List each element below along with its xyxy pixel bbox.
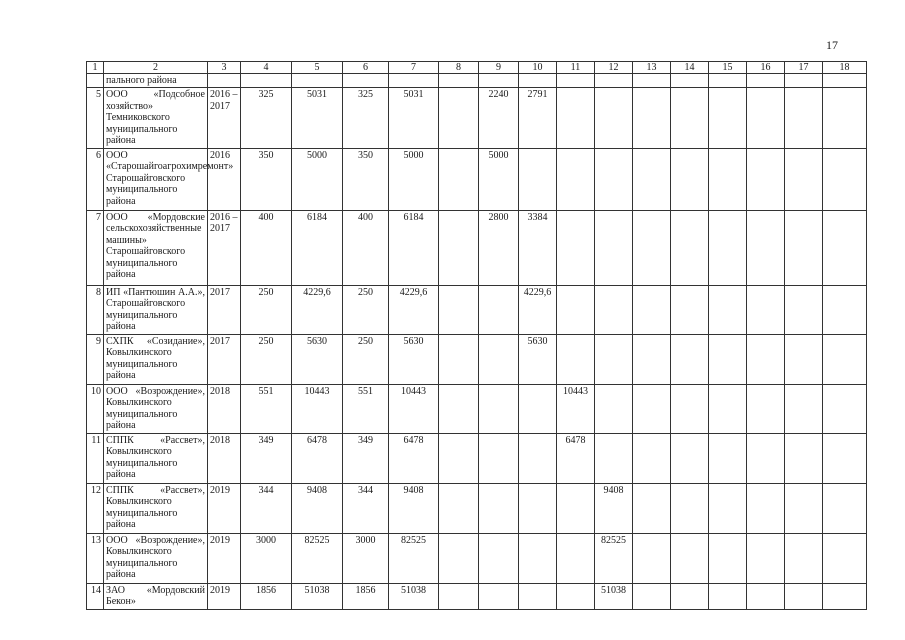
header-cell-4: 4 — [241, 62, 292, 74]
value-cell — [557, 483, 595, 533]
continuation-cell — [557, 74, 595, 88]
value-cell: 6478 — [292, 433, 343, 483]
header-row — [87, 62, 867, 74]
value-cell: 82525 — [389, 533, 439, 583]
continuation-cell — [389, 74, 439, 88]
continuation-cell — [87, 74, 104, 88]
value-cell — [633, 88, 671, 149]
value-cell — [671, 384, 709, 433]
value-cell: 4229,6 — [389, 285, 439, 334]
continuation-cell — [785, 74, 823, 88]
continuation-cell — [208, 74, 241, 88]
header-cell-13: 13 — [633, 62, 671, 74]
year-cell: 2018 — [208, 433, 241, 483]
value-cell — [823, 210, 867, 285]
header-cell-9: 9 — [479, 62, 519, 74]
value-cell — [785, 148, 823, 210]
value-cell — [671, 533, 709, 583]
header-cell-16: 16 — [747, 62, 785, 74]
table-row — [87, 433, 867, 483]
continuation-cell — [479, 74, 519, 88]
value-cell: 400 — [241, 210, 292, 285]
value-cell — [479, 533, 519, 583]
value-cell: 82525 — [292, 533, 343, 583]
value-cell: 349 — [241, 433, 292, 483]
data-table — [86, 61, 867, 610]
enterprise-name: ООО «Мордовские сельскохозяйственные машины» Старошайговского муниципального района — [104, 210, 208, 285]
value-cell — [595, 384, 633, 433]
value-cell — [519, 433, 557, 483]
value-cell — [633, 334, 671, 384]
value-cell — [595, 334, 633, 384]
value-cell: 51038 — [292, 583, 343, 609]
value-cell: 5000 — [292, 148, 343, 210]
value-cell: 6184 — [389, 210, 439, 285]
value-cell: 9408 — [389, 483, 439, 533]
value-cell: 250 — [241, 285, 292, 334]
value-cell: 551 — [241, 384, 292, 433]
value-cell — [439, 334, 479, 384]
value-cell: 10443 — [292, 384, 343, 433]
value-cell: 10443 — [557, 384, 595, 433]
value-cell — [633, 583, 671, 609]
value-cell — [633, 285, 671, 334]
value-cell — [479, 433, 519, 483]
value-cell: 344 — [343, 483, 389, 533]
value-cell — [595, 433, 633, 483]
value-cell: 1856 — [343, 583, 389, 609]
value-cell — [479, 483, 519, 533]
continuation-cell — [747, 74, 785, 88]
enterprise-name: ООО «Возрождение», Ковылкинского муниципального района — [104, 533, 208, 583]
value-cell — [439, 533, 479, 583]
header-cell-18: 18 — [823, 62, 867, 74]
value-cell — [439, 483, 479, 533]
value-cell: 4229,6 — [519, 285, 557, 334]
value-cell: 5630 — [292, 334, 343, 384]
value-cell — [747, 384, 785, 433]
value-cell — [595, 285, 633, 334]
value-cell — [633, 384, 671, 433]
year-cell: 2016 – 2017 — [208, 210, 241, 285]
value-cell — [785, 583, 823, 609]
value-cell: 5630 — [389, 334, 439, 384]
value-cell — [747, 210, 785, 285]
header-cell-2: 2 — [104, 62, 208, 74]
value-cell — [671, 148, 709, 210]
value-cell — [709, 88, 747, 149]
value-cell: 9408 — [292, 483, 343, 533]
value-cell — [595, 210, 633, 285]
value-cell: 5630 — [519, 334, 557, 384]
value-cell — [633, 148, 671, 210]
value-cell — [439, 148, 479, 210]
value-cell — [479, 334, 519, 384]
value-cell: 5000 — [389, 148, 439, 210]
value-cell — [785, 483, 823, 533]
value-cell — [519, 483, 557, 533]
header-cell-14: 14 — [671, 62, 709, 74]
value-cell: 250 — [343, 285, 389, 334]
table-row — [87, 483, 867, 533]
value-cell — [439, 583, 479, 609]
value-cell: 325 — [241, 88, 292, 149]
header-cell-15: 15 — [709, 62, 747, 74]
value-cell — [479, 285, 519, 334]
header-cell-3: 3 — [208, 62, 241, 74]
value-cell: 6478 — [389, 433, 439, 483]
value-cell — [439, 285, 479, 334]
value-cell: 10443 — [389, 384, 439, 433]
continuation-row — [87, 74, 867, 88]
value-cell — [785, 433, 823, 483]
value-cell — [633, 483, 671, 533]
value-cell: 6478 — [557, 433, 595, 483]
value-cell — [595, 88, 633, 149]
value-cell — [671, 210, 709, 285]
header-cell-8: 8 — [439, 62, 479, 74]
value-cell — [633, 433, 671, 483]
value-cell: 51038 — [389, 583, 439, 609]
value-cell — [671, 583, 709, 609]
continuation-cell: пального района — [104, 74, 208, 88]
table-row — [87, 533, 867, 583]
value-cell — [823, 285, 867, 334]
year-cell: 2019 — [208, 483, 241, 533]
value-cell: 325 — [343, 88, 389, 149]
enterprise-name: ЗАО «Мордовский Бекон» — [104, 583, 208, 609]
enterprise-name: ИП «Пантюшин А.А.», Старошайговского муниципального района — [104, 285, 208, 334]
value-cell: 5031 — [389, 88, 439, 149]
value-cell — [671, 285, 709, 334]
value-cell — [823, 334, 867, 384]
table-row — [87, 148, 867, 210]
row-number: 9 — [87, 334, 104, 384]
value-cell — [823, 384, 867, 433]
year-cell: 2016 – 2017 — [208, 88, 241, 149]
table-row — [87, 210, 867, 285]
value-cell: 350 — [343, 148, 389, 210]
value-cell — [823, 483, 867, 533]
year-cell: 2019 — [208, 583, 241, 609]
value-cell: 3384 — [519, 210, 557, 285]
continuation-cell — [633, 74, 671, 88]
row-number: 8 — [87, 285, 104, 334]
value-cell — [709, 148, 747, 210]
row-number: 12 — [87, 483, 104, 533]
value-cell — [633, 210, 671, 285]
value-cell — [557, 533, 595, 583]
row-number: 5 — [87, 88, 104, 149]
value-cell — [747, 148, 785, 210]
value-cell — [709, 334, 747, 384]
value-cell — [785, 334, 823, 384]
header-cell-7: 7 — [389, 62, 439, 74]
table-row — [87, 384, 867, 433]
value-cell: 4229,6 — [292, 285, 343, 334]
value-cell — [557, 210, 595, 285]
enterprise-name: СХПК «Созидание», Ковылкинского муниципального района — [104, 334, 208, 384]
value-cell: 5000 — [479, 148, 519, 210]
enterprise-name: СППК «Рассвет», Ковылкинского муниципального района — [104, 433, 208, 483]
value-cell — [557, 148, 595, 210]
continuation-cell — [671, 74, 709, 88]
row-number: 13 — [87, 533, 104, 583]
value-cell — [557, 285, 595, 334]
value-cell — [519, 583, 557, 609]
continuation-cell — [823, 74, 867, 88]
value-cell — [439, 88, 479, 149]
year-cell: 2017 — [208, 334, 241, 384]
continuation-cell — [241, 74, 292, 88]
value-cell — [823, 433, 867, 483]
value-cell — [709, 583, 747, 609]
row-number: 6 — [87, 148, 104, 210]
continuation-cell — [343, 74, 389, 88]
value-cell — [785, 384, 823, 433]
page-number: 17 — [826, 38, 838, 52]
header-cell-17: 17 — [785, 62, 823, 74]
value-cell: 344 — [241, 483, 292, 533]
year-cell: 2017 — [208, 285, 241, 334]
enterprise-name: ООО «Возрождение», Ковылкинского муниципального района — [104, 384, 208, 433]
continuation-cell — [292, 74, 343, 88]
value-cell: 400 — [343, 210, 389, 285]
header-cell-10: 10 — [519, 62, 557, 74]
value-cell: 3000 — [343, 533, 389, 583]
value-cell — [479, 384, 519, 433]
table-row — [87, 583, 867, 609]
value-cell — [519, 533, 557, 583]
header-cell-12: 12 — [595, 62, 633, 74]
value-cell: 2791 — [519, 88, 557, 149]
value-cell — [557, 88, 595, 149]
table-row — [87, 285, 867, 334]
value-cell — [439, 384, 479, 433]
header-cell-11: 11 — [557, 62, 595, 74]
value-cell — [595, 148, 633, 210]
value-cell — [785, 88, 823, 149]
value-cell — [747, 533, 785, 583]
value-cell — [709, 285, 747, 334]
value-cell — [823, 533, 867, 583]
value-cell: 250 — [241, 334, 292, 384]
value-cell — [747, 88, 785, 149]
value-cell — [519, 384, 557, 433]
value-cell — [747, 433, 785, 483]
value-cell: 2800 — [479, 210, 519, 285]
value-cell — [671, 433, 709, 483]
row-number: 10 — [87, 384, 104, 433]
value-cell: 51038 — [595, 583, 633, 609]
table-row — [87, 88, 867, 149]
year-cell: 2018 — [208, 384, 241, 433]
value-cell — [709, 533, 747, 583]
value-cell: 250 — [343, 334, 389, 384]
value-cell: 6184 — [292, 210, 343, 285]
value-cell: 350 — [241, 148, 292, 210]
enterprise-name: ООО «Подсобное хозяйство» Темниковского муниципального района — [104, 88, 208, 149]
value-cell — [479, 583, 519, 609]
continuation-cell — [709, 74, 747, 88]
header-cell-5: 5 — [292, 62, 343, 74]
value-cell — [747, 334, 785, 384]
value-cell — [709, 483, 747, 533]
continuation-cell — [595, 74, 633, 88]
header-cell-1: 1 — [87, 62, 104, 74]
value-cell — [747, 285, 785, 334]
value-cell — [671, 483, 709, 533]
value-cell — [823, 88, 867, 149]
value-cell: 349 — [343, 433, 389, 483]
value-cell: 3000 — [241, 533, 292, 583]
header-cell-6: 6 — [343, 62, 389, 74]
year-cell: 2019 — [208, 533, 241, 583]
value-cell — [557, 334, 595, 384]
year-cell: 2016 — [208, 148, 241, 210]
value-cell: 2240 — [479, 88, 519, 149]
value-cell: 551 — [343, 384, 389, 433]
value-cell — [709, 384, 747, 433]
enterprise-name: ООО «Старошайгоагрохимремонт» Старошайговского муниципального района — [104, 148, 208, 210]
row-number: 11 — [87, 433, 104, 483]
value-cell — [747, 483, 785, 533]
value-cell — [671, 88, 709, 149]
value-cell — [785, 210, 823, 285]
value-cell — [709, 210, 747, 285]
value-cell — [671, 334, 709, 384]
value-cell — [519, 148, 557, 210]
value-cell — [823, 148, 867, 210]
value-cell — [785, 285, 823, 334]
value-cell: 5031 — [292, 88, 343, 149]
table-row — [87, 334, 867, 384]
value-cell: 82525 — [595, 533, 633, 583]
enterprise-name: СППК «Рассвет», Ковылкинского муниципального района — [104, 483, 208, 533]
value-cell: 1856 — [241, 583, 292, 609]
continuation-cell — [439, 74, 479, 88]
value-cell — [747, 583, 785, 609]
value-cell — [709, 433, 747, 483]
row-number: 14 — [87, 583, 104, 609]
value-cell — [633, 533, 671, 583]
value-cell — [823, 583, 867, 609]
value-cell — [557, 583, 595, 609]
value-cell — [439, 433, 479, 483]
row-number: 7 — [87, 210, 104, 285]
continuation-cell — [519, 74, 557, 88]
value-cell — [785, 533, 823, 583]
value-cell — [439, 210, 479, 285]
value-cell: 9408 — [595, 483, 633, 533]
